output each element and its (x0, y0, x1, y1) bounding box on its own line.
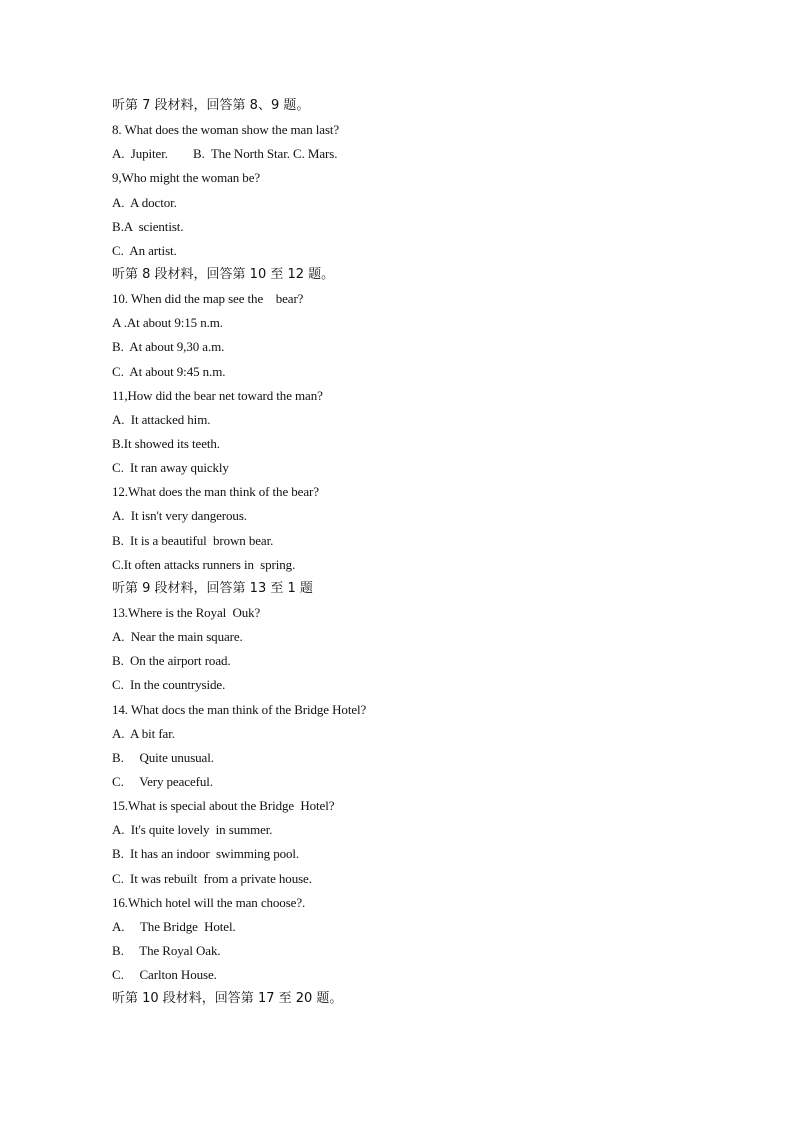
section-heading: 听第 8 段材料，回答第 10 至 12 题。 (112, 266, 335, 282)
section-heading: 听第 10 段材料，回答第 17 至 20 题。 (112, 991, 343, 1007)
question-text: 11,How did the bear net toward the man? (112, 387, 323, 403)
answer-option: C. Carlton House. (112, 967, 217, 983)
answer-option: A .At about 9:15 n.m. (112, 315, 223, 331)
document-page (112, 94, 712, 1011)
answer-option: A. It isn't very dangerous. (112, 508, 247, 524)
question-text: 8. What does the woman show the man last? (112, 122, 340, 138)
answer-option: C. Very peaceful. (112, 773, 213, 789)
answer-option: A. A bit far. (112, 725, 175, 741)
answer-option: A. It attacked him. (112, 411, 211, 427)
answer-option: C. At about 9:45 n.m. (112, 363, 226, 379)
answer-option: B. At about 9,30 a.m. (112, 339, 225, 355)
question-text: 10. When did the map see the bear? (112, 291, 304, 307)
answer-option: C. It was rebuilt from a private house. (112, 870, 312, 886)
answer-option: A. Jupiter. B. The North Star. C. Mars. (112, 146, 338, 162)
answer-option: C.It often attacks runners in spring. (112, 556, 296, 572)
answer-option: B.It showed its teeth. (112, 435, 220, 451)
question-text: 13.Where is the Royal Ouk? (112, 604, 261, 620)
question-text: 15.What is special about the Bridge Hotel? (112, 798, 335, 814)
answer-option: C. It ran away quickly (112, 460, 229, 476)
question-text: 12.What does the man think of the bear? (112, 484, 319, 500)
section-heading: 听第 9 段材料，回答第 13 至 1 题 (112, 580, 313, 596)
answer-option: B. The Royal Oak. (112, 942, 221, 958)
answer-option: A. It's quite lovely in summer. (112, 822, 273, 838)
question-text: 9,Who might the woman be? (112, 170, 261, 186)
answer-option: B. It is a beautiful brown bear. (112, 532, 274, 548)
question-text: 16.Which hotel will the man choose?. (112, 894, 306, 910)
answer-option: B.A scientist. (112, 218, 184, 234)
answer-option: A. A doctor. (112, 194, 177, 210)
answer-option: B. Quite unusual. (112, 749, 214, 765)
answer-option: B. It has an indoor swimming pool. (112, 846, 300, 862)
answer-option: A. The Bridge Hotel. (112, 918, 236, 934)
answer-option: C. In the countryside. (112, 677, 226, 693)
answer-option: A. Near the main square. (112, 629, 243, 645)
answer-option: B. On the airport road. (112, 653, 231, 669)
question-text: 14. What docs the man think of the Bridge Hotel? (112, 701, 367, 717)
section-heading: 听第 7 段材料，回答第 8、9 题。 (112, 98, 310, 113)
answer-option: C. An artist. (112, 242, 177, 258)
